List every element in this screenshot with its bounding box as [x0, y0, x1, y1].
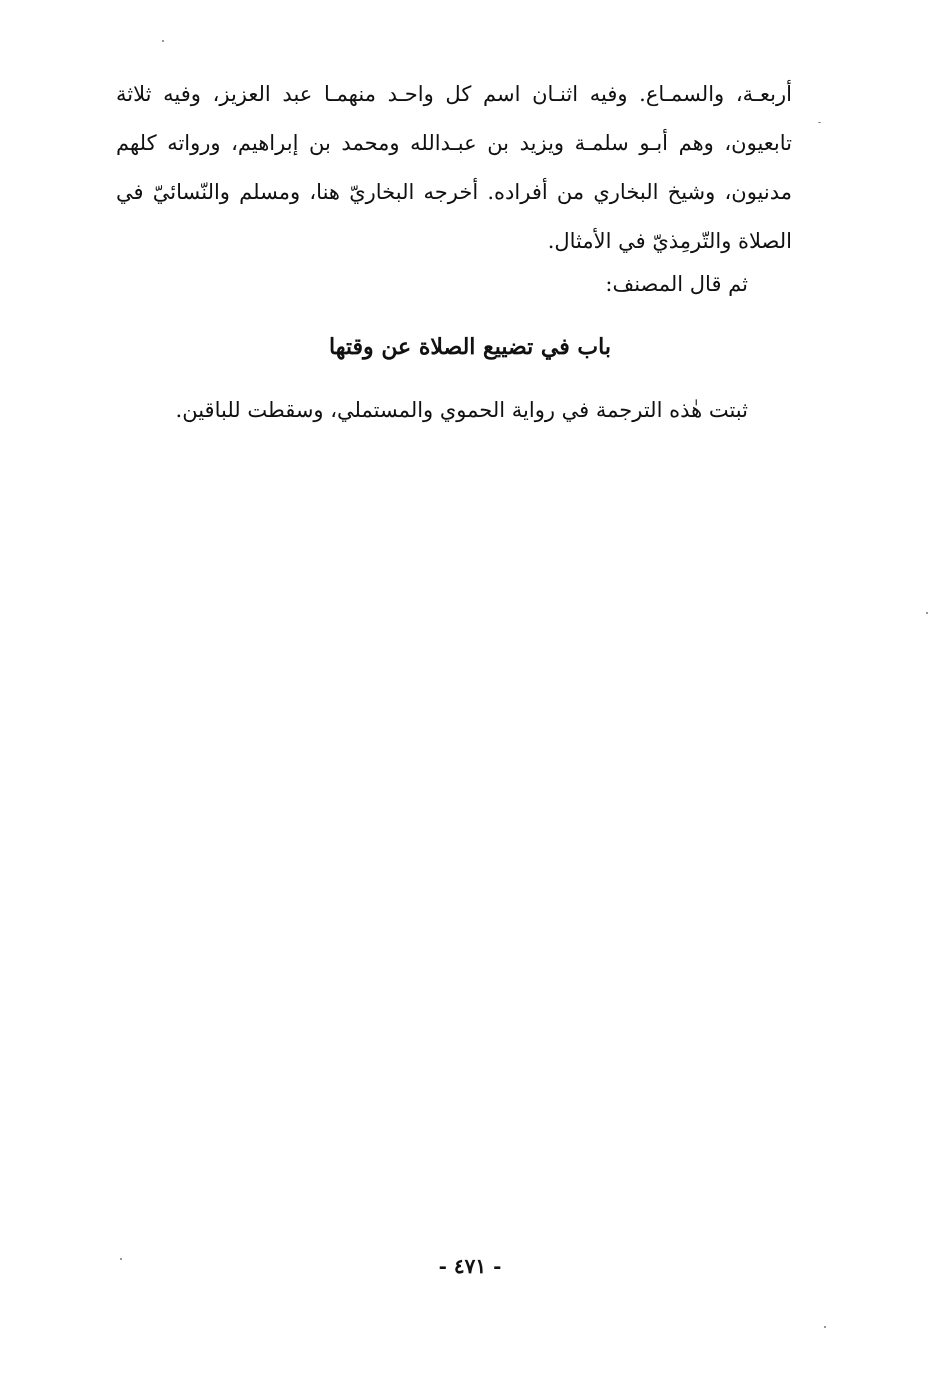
scan-speck: [824, 1326, 826, 1328]
text-line: تابعيون، وهم أبـو سلمـة ويزيد بن عبـدالله ومحمد بن إبراهيم، ورواته كلهم: [116, 131, 792, 155]
page-number: - ٤٧١ -: [438, 1254, 502, 1278]
text-line: مدنيون، وشيخ البخاري من أفراده. أخرجه البخاريّ هنا، ومسلم والنّسائيّ في: [116, 180, 792, 204]
paragraph-narrators: [116, 70, 792, 266]
paragraph-author-said: ثم قال المصنف:: [605, 272, 748, 296]
scan-speck: [120, 1258, 122, 1260]
scan-speck: [926, 612, 928, 614]
scan-speck: [162, 40, 164, 42]
text-line: الصلاة والتّرمِذيّ في الأمثال.: [547, 229, 792, 253]
text-line: أربعـة، والسمـاع. وفيه اثنـان اسم كل واحـد منهمـا عبد العزيز، وفيه ثلاثة: [116, 82, 792, 106]
paragraph-translation-note: ثبتت هٰذه الترجمة في رواية الحموي والمستملي، وسقطت للباقين.: [175, 398, 748, 422]
scan-speck: [818, 122, 821, 123]
chapter-heading: باب في تضييع الصلاة عن وقتها: [329, 334, 611, 360]
